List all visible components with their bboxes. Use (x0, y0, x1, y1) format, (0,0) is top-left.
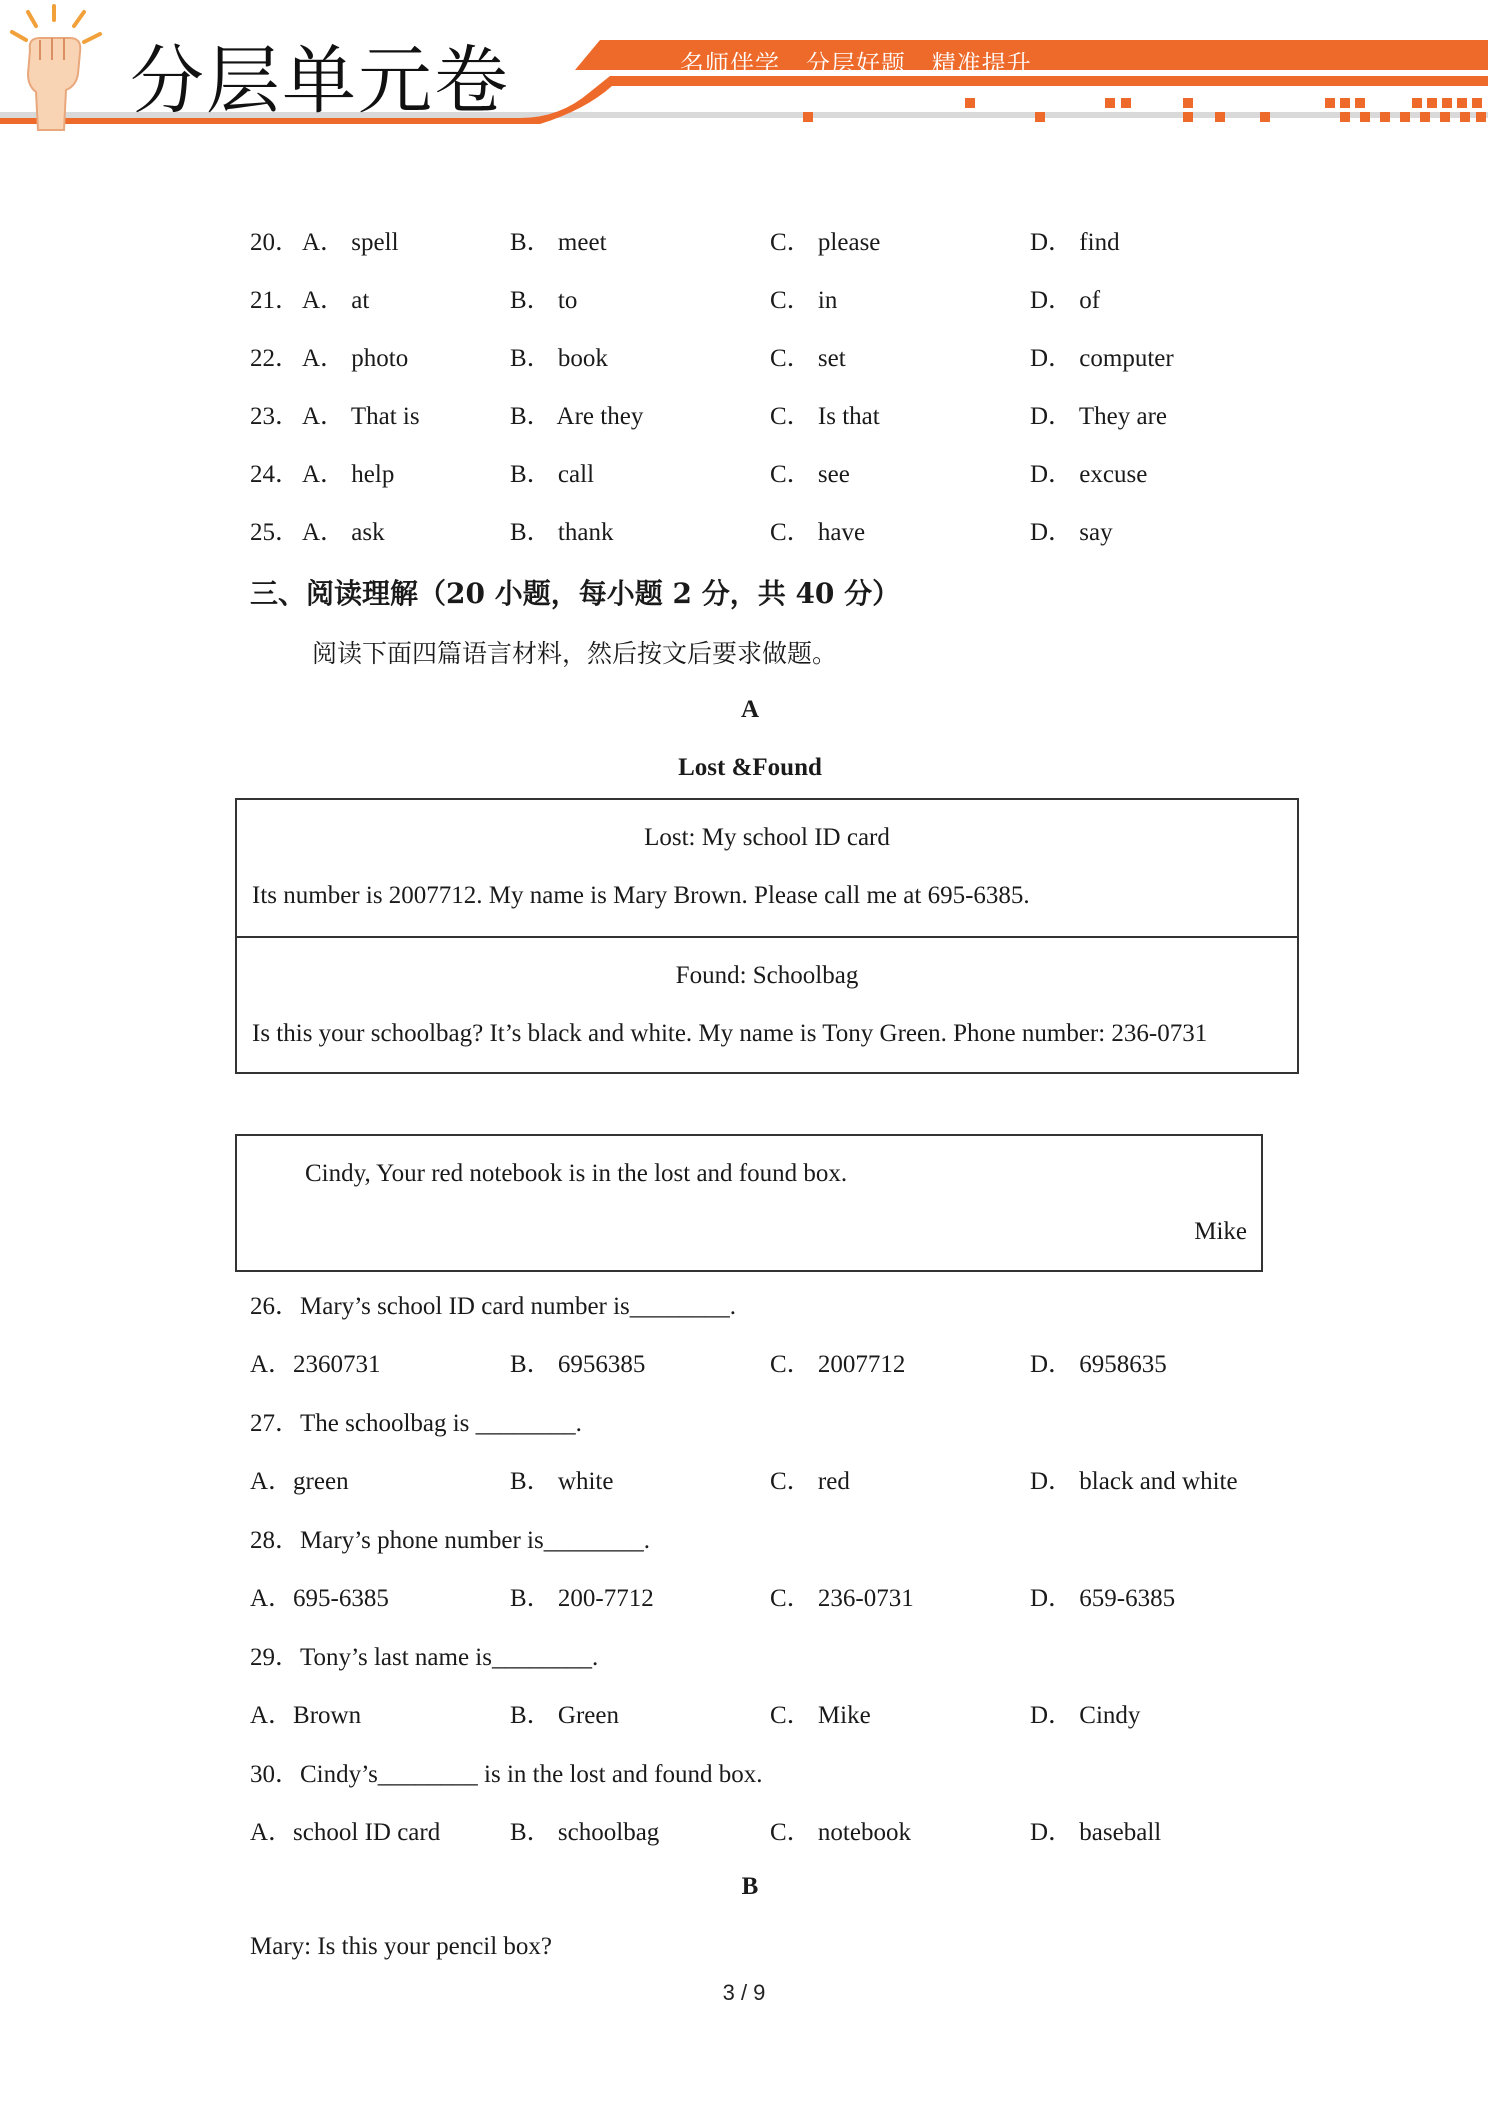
passage-b-line: Mary: Is this your pencil box? (250, 1933, 553, 1960)
section-heading: 三、阅读理解（20 小题，每小题 2 分，共 40 分） (250, 577, 901, 610)
page-number: 3 / 9 (722, 1980, 766, 2005)
option-c: C． red (770, 1468, 850, 1495)
option-b: B． 200-7712 (510, 1585, 654, 1612)
page-header (0, 0, 1488, 140)
option-a: A．2360731 (250, 1351, 381, 1378)
option-b: B． to (510, 287, 578, 314)
option-a: A．green (250, 1468, 349, 1495)
option-a: A． ask (302, 519, 385, 546)
option-c: C． 236-0731 (770, 1585, 914, 1612)
option-c: C． 2007712 (770, 1351, 906, 1378)
option-d: D． computer (1030, 345, 1174, 372)
option-b: B． Are they (510, 403, 644, 430)
fist-icon (6, 0, 116, 140)
passage-b-label: B (741, 1873, 759, 1900)
note-signature: Mike (1194, 1218, 1247, 1245)
header-slogan: 名师伴学 分层好题 精准提升 (680, 50, 1032, 78)
option-c: C． have (770, 519, 866, 546)
option-d: D． They are (1030, 403, 1167, 430)
option-d: D． of (1030, 287, 1101, 314)
question-number: 22． (250, 345, 301, 372)
found-title: Found: Schoolbag (675, 962, 859, 989)
question-stem: 30．Cindy’s________ is in the lost and found box. (250, 1761, 763, 1788)
option-d: D． find (1030, 229, 1120, 256)
option-a: A． spell (302, 229, 399, 256)
option-b: B． call (510, 461, 595, 488)
brand-title: 分层单元卷 (130, 38, 510, 124)
option-a: A．Brown (250, 1702, 362, 1729)
option-c: C． set (770, 345, 846, 372)
lost-title: Lost: My school ID card (644, 824, 890, 851)
question-stem: 26．Mary’s school ID card number is________. (250, 1293, 737, 1320)
option-d: D． 659-6385 (1030, 1585, 1176, 1612)
option-c: C． in (770, 287, 838, 314)
question-number: 24． (250, 461, 301, 488)
section-intro: 阅读下面四篇语言材料，然后按文后要求做题。 (312, 639, 838, 668)
option-d: D． 6958635 (1030, 1351, 1167, 1378)
question-number: 23． (250, 403, 301, 430)
question-number: 20． (250, 229, 301, 256)
option-c: C． Is that (770, 403, 880, 430)
lost-found-table (235, 798, 1299, 1074)
question-stem: 28．Mary’s phone number is________. (250, 1527, 650, 1554)
option-b: B． thank (510, 519, 614, 546)
option-a: A． at (302, 287, 370, 314)
note-text: Cindy, Your red notebook is in the lost and found box. (305, 1160, 848, 1187)
question-stem: 27．The schoolbag is ________. (250, 1410, 582, 1437)
option-d: D． Cindy (1030, 1702, 1141, 1729)
option-a: A．school ID card (250, 1819, 441, 1846)
note-box (235, 1134, 1263, 1272)
lost-text: Its number is 2007712. My name is Mary Brown. Please call me at 695-6385. (252, 882, 1030, 909)
option-a: A． photo (302, 345, 409, 372)
option-a: A． help (302, 461, 395, 488)
question-number: 21． (250, 287, 301, 314)
found-text: Is this your schoolbag? It’s black and white. My name is Tony Green. Phone number: 236-0731 (252, 1020, 1208, 1047)
option-c: C． Mike (770, 1702, 871, 1729)
question-stem: 29．Tony’s last name is________. (250, 1644, 599, 1671)
option-d: D． black and white (1030, 1468, 1238, 1495)
passage-a-label: A (740, 696, 760, 723)
option-b: B． white (510, 1468, 614, 1495)
option-a: A．695-6385 (250, 1585, 389, 1612)
option-c: C． notebook (770, 1819, 911, 1846)
option-b: B． meet (510, 229, 607, 256)
table-divider (237, 936, 1297, 938)
question-number: 25． (250, 519, 301, 546)
option-d: D． say (1030, 519, 1113, 546)
option-c: C． please (770, 229, 881, 256)
option-b: B． schoolbag (510, 1819, 660, 1846)
option-b: B． Green (510, 1702, 619, 1729)
passage-a-title: Lost &Found (678, 754, 822, 781)
option-b: B． 6956385 (510, 1351, 646, 1378)
option-d: D． excuse (1030, 461, 1148, 488)
option-a: A． That is (302, 403, 420, 430)
option-d: D． baseball (1030, 1819, 1162, 1846)
option-b: B． book (510, 345, 608, 372)
option-c: C． see (770, 461, 850, 488)
